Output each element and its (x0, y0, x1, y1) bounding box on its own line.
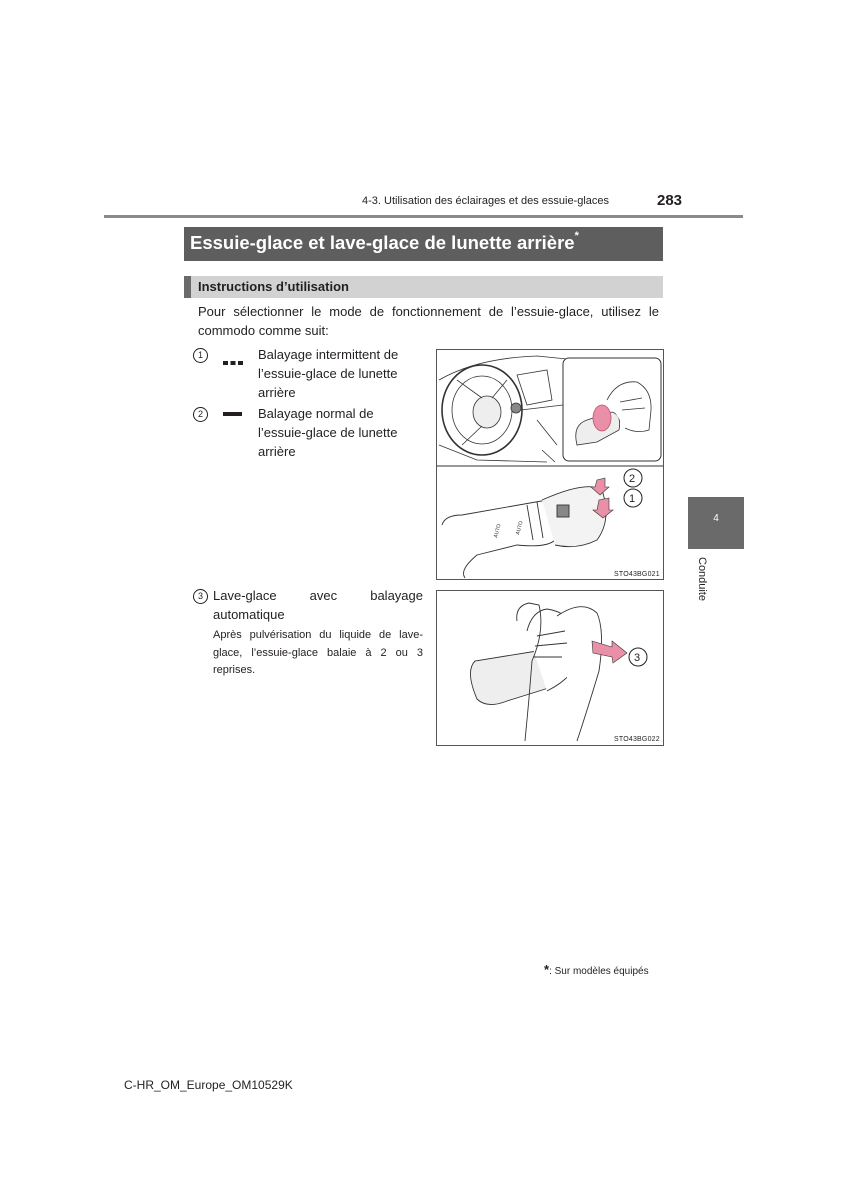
item-3-line: automatique (213, 607, 285, 622)
running-header: 4-3. Utilisation des éclairages et des essuie-glaces (362, 195, 610, 207)
chapter-label: Conduite (696, 557, 708, 602)
item-number-3: 3 (193, 589, 208, 604)
section-title-text: Essuie-glace et lave-glace de lunette arrière (190, 232, 575, 253)
item-1-line: arrière (258, 385, 296, 400)
item-1-line: l’essuie-glace de lunette (258, 366, 398, 381)
item-2-line: arrière (258, 444, 296, 459)
item-text-2 (258, 404, 423, 461)
figure-lever-positions (436, 349, 664, 580)
dashboard-illustration (437, 350, 663, 579)
solid-bar-icon (223, 412, 242, 416)
item-number-1: 1 (193, 348, 208, 363)
section-title (190, 229, 579, 254)
page-number: 283 (657, 192, 683, 209)
section-title-banner (184, 227, 663, 261)
subsection-bar (184, 276, 663, 298)
footnote-text: : Sur modèles équipés (549, 966, 649, 977)
figure-code-1: STO43BG021 (614, 571, 660, 578)
lever-hand-illustration (437, 591, 663, 745)
callout-1: 1 (629, 493, 636, 505)
item-3-line: Lave-glace avec balayage (213, 588, 423, 603)
header-rule (104, 215, 743, 218)
item-1-line: Balayage intermittent de (258, 347, 399, 362)
intro-paragraph: Pour sélectionner le mode de fonctionnement de l’essuie-glace, utilisez le commodo comme suit: (198, 304, 659, 338)
figure-code-2: STO43BG022 (614, 736, 660, 743)
callout-2: 2 (629, 473, 636, 485)
lever-label-auto-1: AUTO (493, 523, 503, 539)
title-asterisk: * (574, 229, 579, 242)
item-2-line: l’essuie-glace de lunette (258, 425, 398, 440)
item-number-2: 2 (193, 407, 208, 422)
footnote (544, 962, 649, 977)
subsection-title: Instructions d’utilisation (198, 279, 349, 294)
dashed-bar-icon (223, 353, 244, 371)
chapter-number: 4 (713, 513, 719, 524)
footer-doc-code: C-HR_OM_Europe_OM10529K (124, 1078, 293, 1092)
lever-label-auto-2: AUTO (515, 520, 525, 536)
callout-3: 3 (634, 652, 641, 664)
item-text-3 (213, 586, 423, 624)
footnote-mark: * (544, 962, 550, 977)
figure-washer (436, 590, 664, 746)
item-3-note: Après pulvérisation du liquide de lave-glace, l’essuie-glace balaie à 2 ou 3 reprises. (213, 629, 423, 676)
chapter-tab (688, 497, 744, 549)
item-2-line: Balayage normal de (258, 406, 374, 421)
item-text-1 (258, 345, 423, 402)
